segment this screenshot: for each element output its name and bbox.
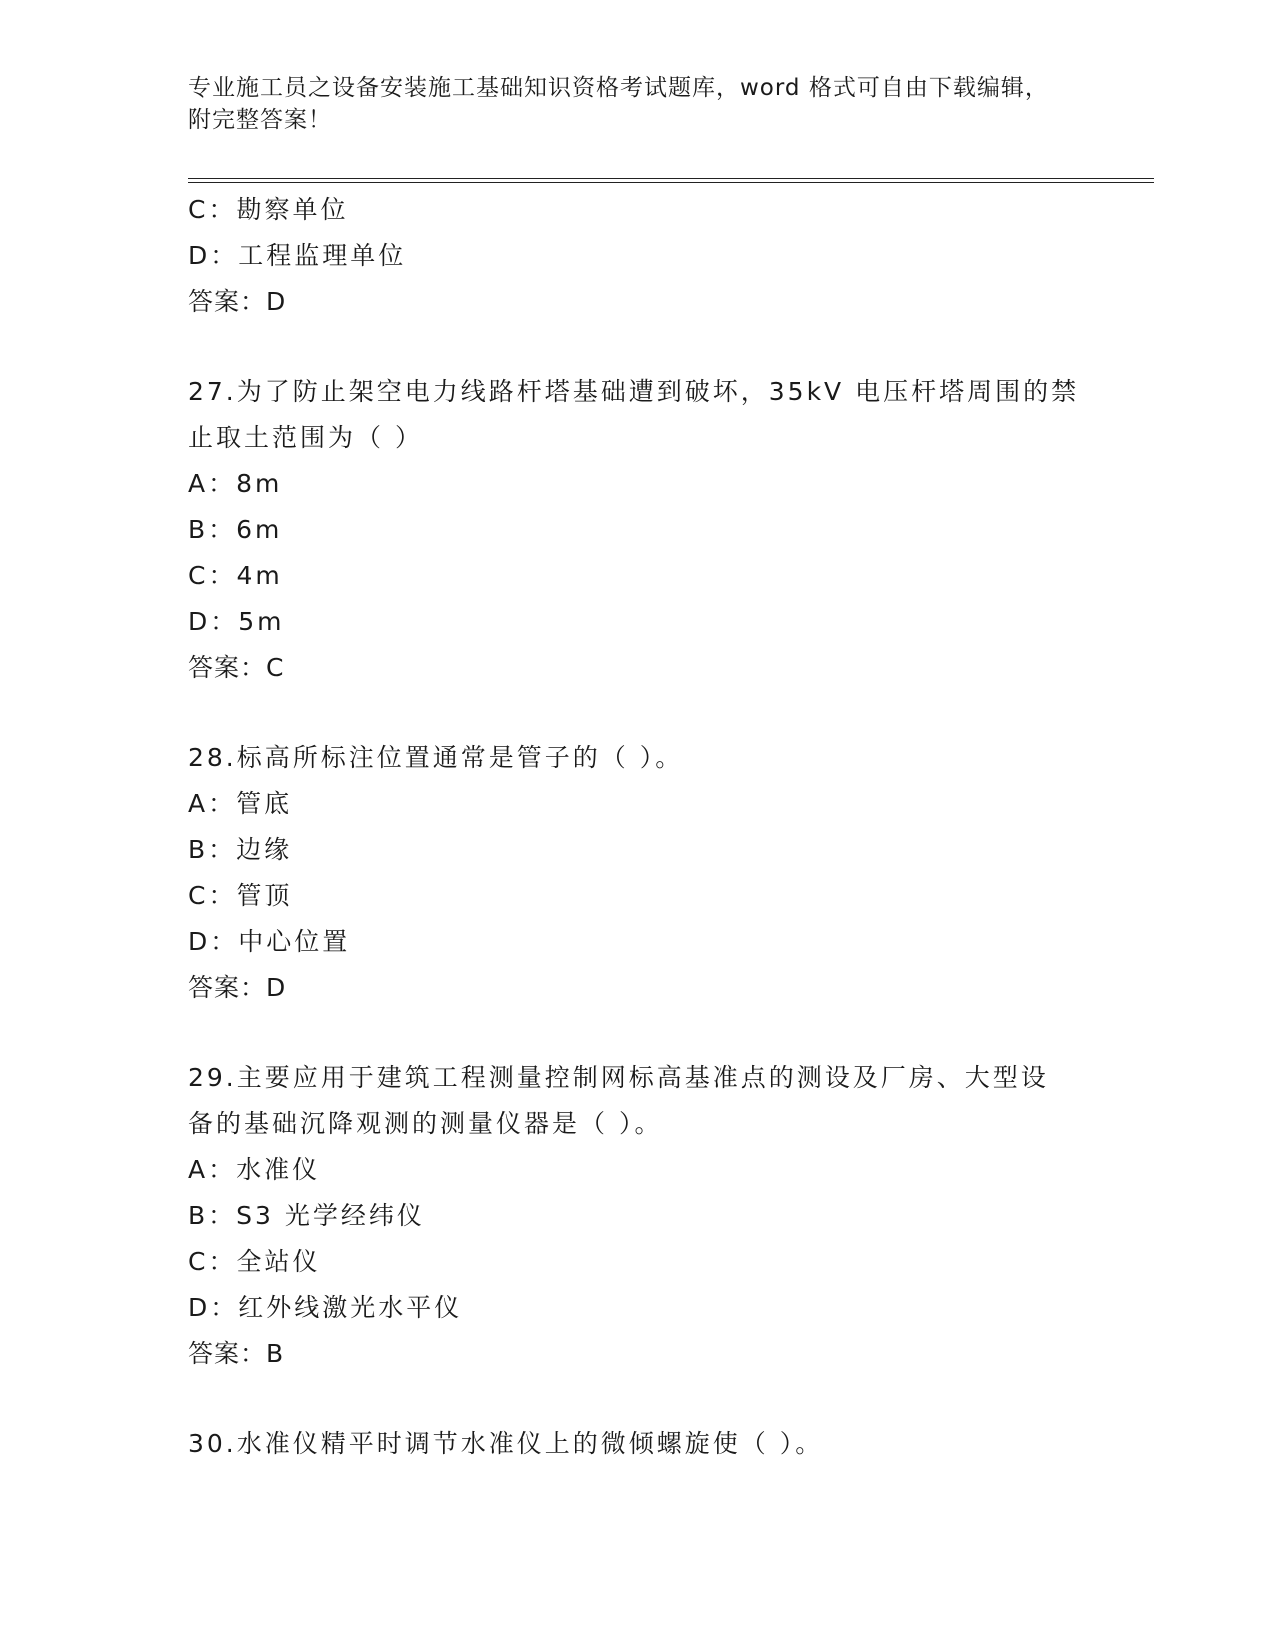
spacer	[188, 1377, 1088, 1421]
option-b: B：S3 光学经纬仪	[188, 1201, 425, 1230]
question-text-line-2: 备的基础沉降观测的测量仪器是（ ）。	[188, 1109, 663, 1138]
option-d: D：红外线激光水平仪	[188, 1293, 463, 1322]
document-header	[188, 72, 1068, 136]
header-rule-bottom	[188, 182, 1154, 183]
question-text-line-1: 29.主要应用于建筑工程测量控制网标高基准点的测设及厂房、大型设	[188, 1063, 1049, 1092]
question-28	[188, 735, 1088, 1011]
question-26	[188, 187, 1088, 325]
option-b: B：边缘	[188, 835, 293, 864]
spacer	[188, 1011, 1088, 1055]
question-text-line-1: 30.水准仪精平时调节水准仪上的微倾螺旋使（ ）。	[188, 1429, 824, 1458]
option-b: B：6m	[188, 515, 283, 544]
option-c: C：勘察单位	[188, 195, 349, 224]
option-a: A：8m	[188, 469, 283, 498]
question-29	[188, 1055, 1088, 1377]
answer: 答案：D	[188, 287, 287, 316]
header-line-1: 专业施工员之设备安装施工基础知识资格考试题库，word 格式可自由下载编辑，	[188, 75, 1049, 101]
option-d: D：工程监理单位	[188, 241, 407, 270]
header-line-2: 附完整答案！	[188, 107, 332, 133]
question-text-line-1: 27.为了防止架空电力线路杆塔基础遭到破坏，35kV 电压杆塔周围的禁	[188, 377, 1080, 406]
header-rule-top	[188, 178, 1154, 179]
question-list	[188, 187, 1088, 1467]
option-c: C：4m	[188, 561, 283, 590]
spacer	[188, 691, 1088, 735]
option-d: D：中心位置	[188, 927, 351, 956]
option-d: D：5m	[188, 607, 285, 636]
answer: 答案：D	[188, 973, 287, 1002]
answer: 答案：B	[188, 1339, 285, 1368]
option-c: C：全站仪	[188, 1247, 321, 1276]
question-text-line-2: 止取土范围为（ ）	[188, 423, 423, 452]
question-30	[188, 1421, 1088, 1467]
question-27	[188, 369, 1088, 691]
question-text-line-1: 28.标高所标注位置通常是管子的（ ）。	[188, 743, 684, 772]
option-c: C：管顶	[188, 881, 293, 910]
answer: 答案：C	[188, 653, 285, 682]
option-a: A：水准仪	[188, 1155, 321, 1184]
spacer	[188, 325, 1088, 369]
option-a: A：管底	[188, 789, 293, 818]
